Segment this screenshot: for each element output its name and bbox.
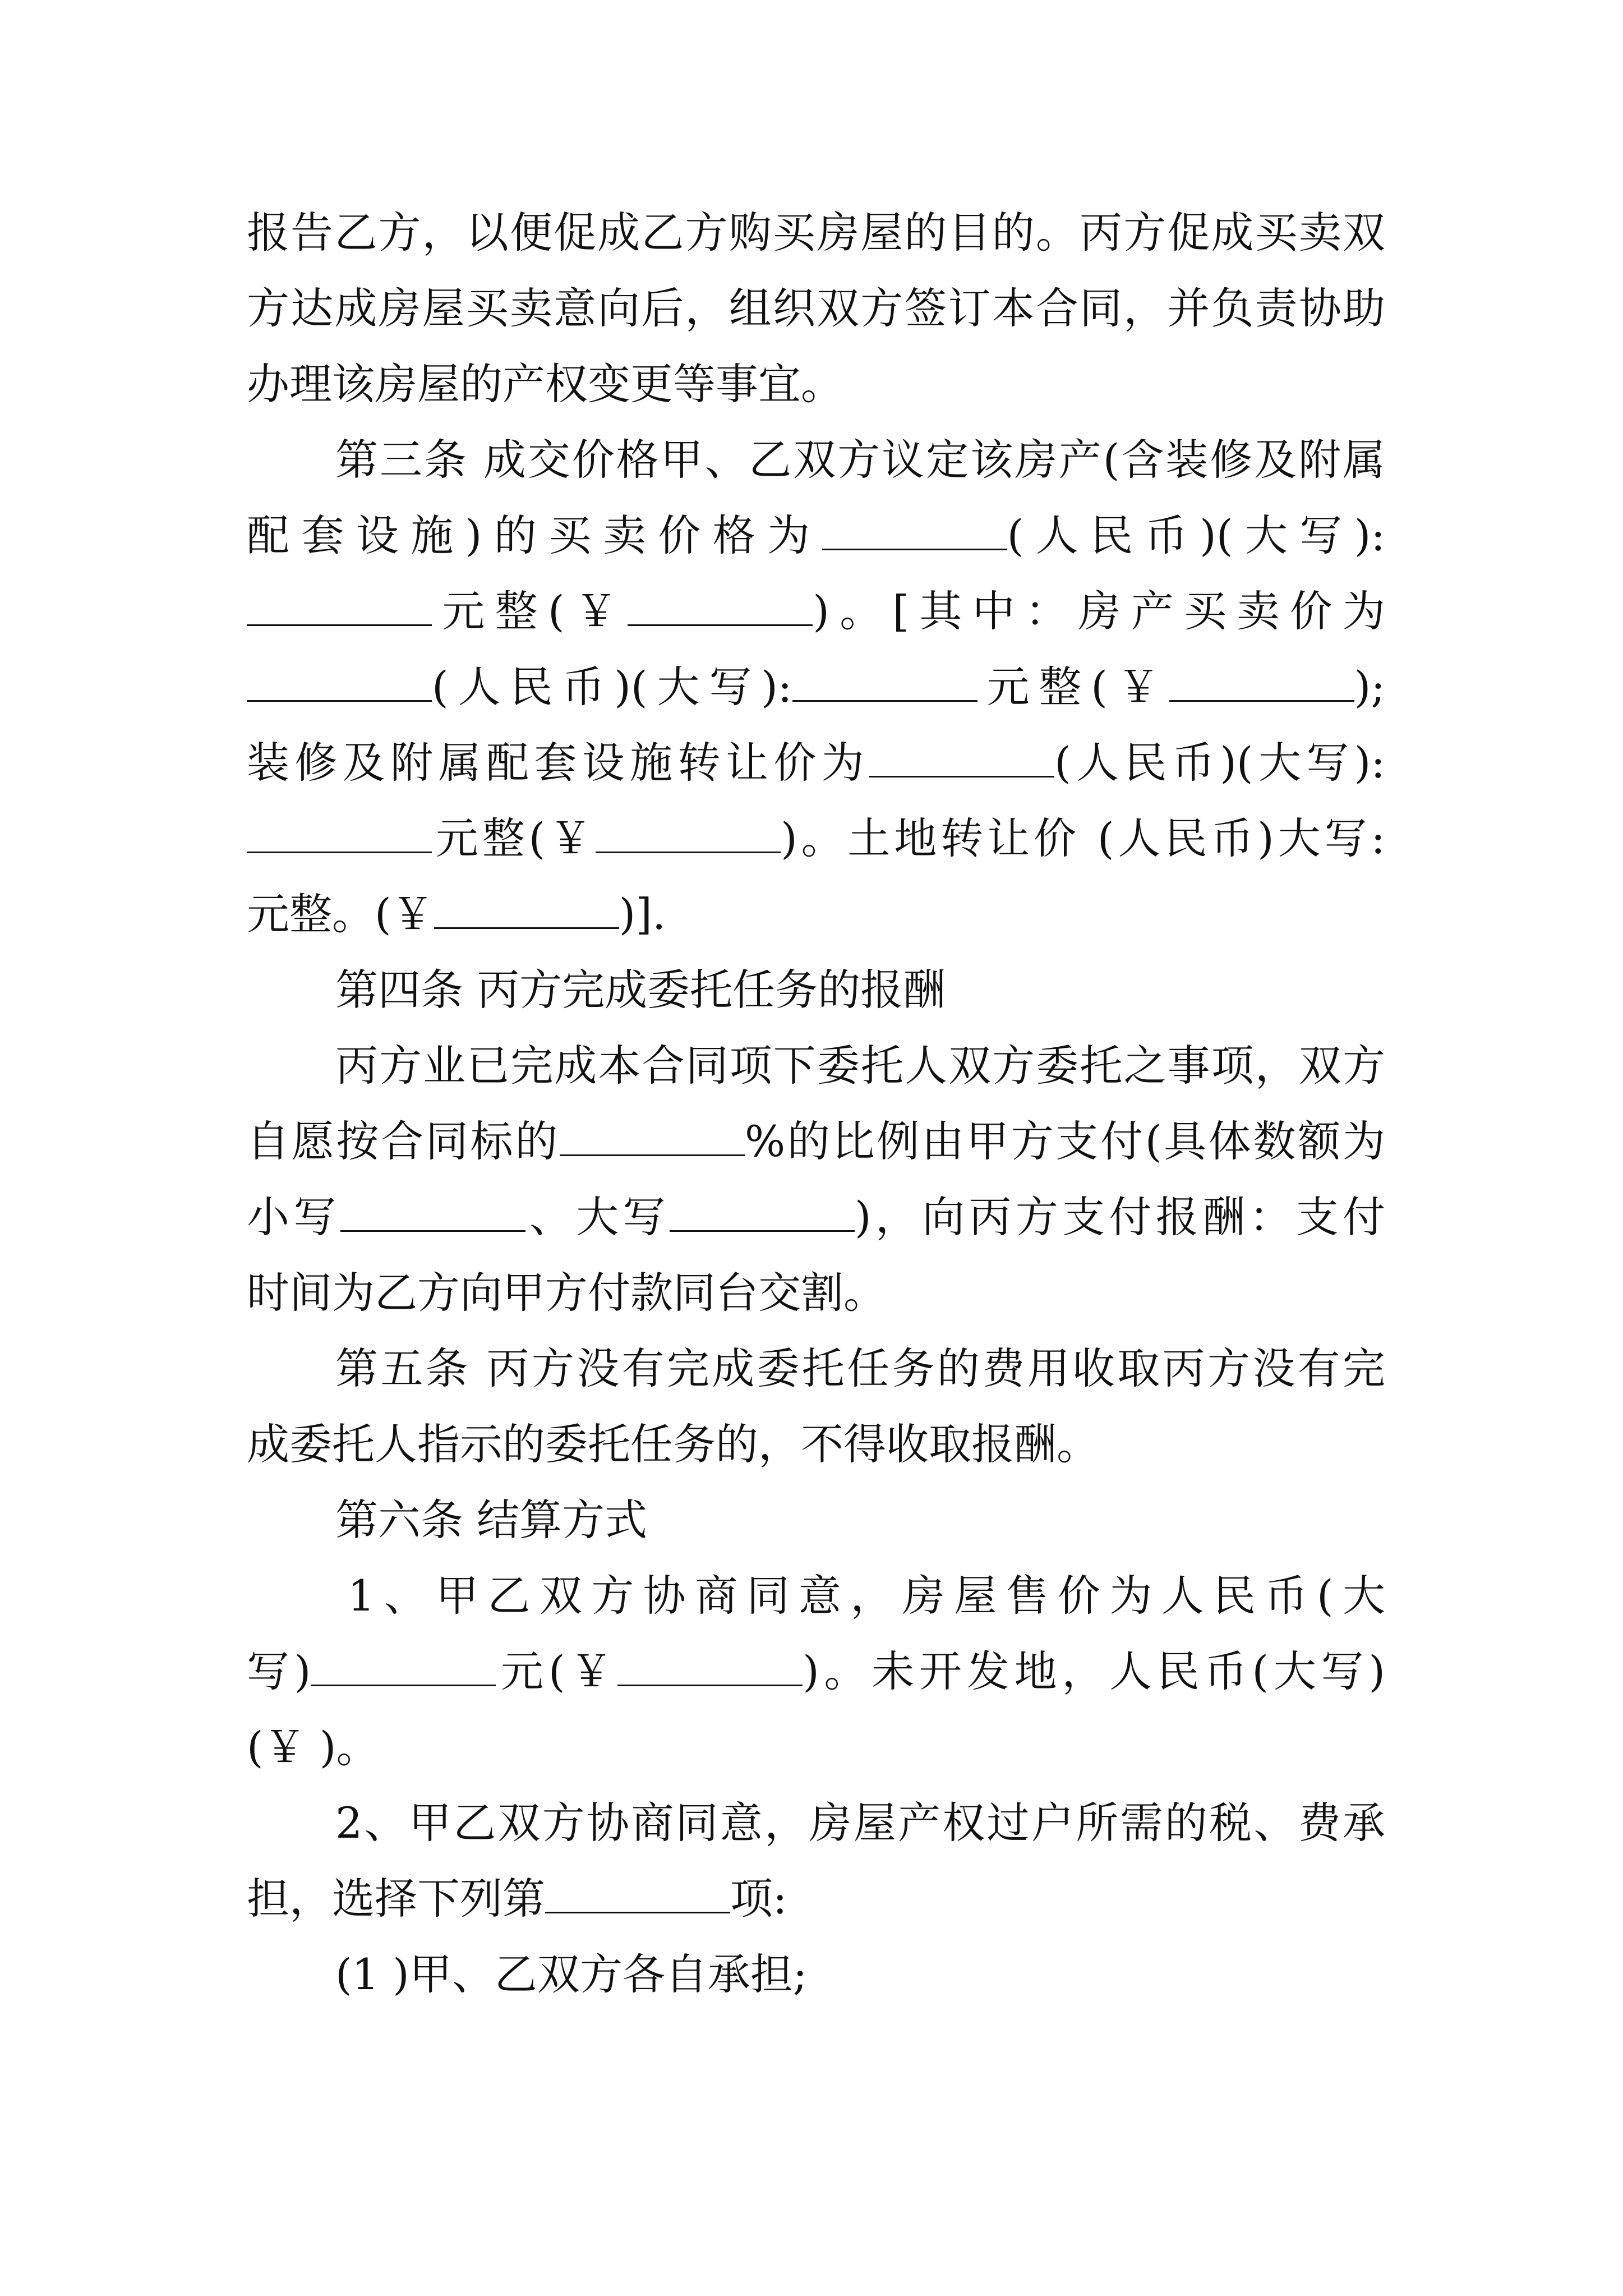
fill-blank: [340, 1195, 525, 1232]
line-text: 元整(￥: [977, 662, 1169, 712]
fill-blank: [247, 817, 432, 853]
fill-blank: [311, 1650, 496, 1686]
line-text: (1 )甲、乙双方各自承担;: [335, 1949, 808, 1999]
line-text: 2、甲乙双方协商同意，房屋产权过户所需的税、费承: [335, 1798, 1385, 1848]
line-text: 办理该房屋的产权变更等事宜。: [247, 359, 843, 409]
paragraph-line: [247, 1871, 1385, 1927]
fill-blank: [869, 741, 1054, 777]
paragraph-line: [247, 1719, 1385, 1775]
fill-blank: [628, 590, 813, 626]
fill-blank: [617, 1650, 803, 1686]
article-6-heading-line: [335, 1492, 1385, 1548]
line-text: 报告乙方，以便促成乙方购买房屋的目的。丙方促成买卖双: [247, 208, 1385, 257]
line-text: 担，选择下列第: [247, 1874, 545, 1924]
paragraph-line: [247, 356, 1385, 412]
fill-blank: [822, 514, 1007, 550]
line-text: 第五条 丙方没有完成委托任务的费用收取丙方没有完: [335, 1343, 1385, 1393]
line-text: 装修及附属配套设施转让价为: [247, 738, 870, 788]
line-text: (￥ )。: [247, 1722, 379, 1772]
line-text: (人民币)(大写):: [1007, 510, 1385, 560]
line-text: 元整。(￥: [247, 889, 434, 939]
line-text: 丙方业已完成本合同项下委托人双方委托之事项，双方: [335, 1041, 1385, 1091]
list-item-line: [335, 1795, 1385, 1851]
line-text: 成委托人指示的委托任务的，不得收取报酬。: [247, 1419, 1099, 1469]
paragraph-line: [247, 508, 1385, 564]
paragraph-line: [335, 1038, 1385, 1094]
fill-blank: [1169, 665, 1354, 702]
fill-blank: [247, 665, 432, 702]
line-text: 写): [247, 1646, 311, 1696]
line-text: 、大写: [525, 1192, 670, 1242]
paragraph-line: [247, 1114, 1385, 1170]
line-text: )。未开发地，人民币(大写): [803, 1646, 1385, 1696]
paragraph-line: [247, 583, 1385, 639]
line-text: )。土地转让价 (人民币)大写:: [781, 813, 1385, 863]
article-3-heading-line: [335, 432, 1385, 488]
line-text: 自愿按合同标的: [247, 1116, 560, 1166]
article-5-heading-line: [335, 1341, 1385, 1397]
fill-blank: [792, 665, 978, 702]
paragraph-line: [247, 1416, 1385, 1473]
paragraph-line: [247, 811, 1385, 867]
line-text: 1、甲乙双方协商同意，房屋售价为人民币(大: [348, 1571, 1385, 1621]
paragraph-line: [247, 1189, 1385, 1245]
line-text: 第六条 结算方式: [335, 1495, 648, 1545]
paragraph-line: [247, 1644, 1385, 1700]
fill-blank: [560, 1120, 745, 1156]
line-text: 元(￥: [496, 1646, 618, 1696]
line-text: 项:: [730, 1874, 787, 1924]
line-text: );: [1354, 662, 1385, 712]
line-text: 小写: [247, 1192, 340, 1242]
article-4-heading-line: [335, 962, 1385, 1018]
line-text: 第三条 成交价格甲、乙双方议定该房产(含装修及附属: [335, 435, 1385, 485]
paragraph-line: [247, 280, 1385, 337]
line-text: 方达成房屋买卖意向后，组织双方签订本合同，并负责协助: [247, 283, 1385, 333]
list-item-line: [335, 1947, 1385, 2003]
fill-blank: [596, 817, 781, 853]
line-text: )，向丙方支付报酬：支付: [854, 1192, 1385, 1242]
list-item-line: [348, 1568, 1385, 1624]
line-text: )].: [619, 889, 666, 939]
paragraph-line: [247, 735, 1385, 791]
line-text: %的比例由甲方支付(具体数额为: [745, 1116, 1385, 1166]
fill-blank: [247, 590, 432, 626]
line-text: (人民币)(大写):: [1054, 738, 1385, 788]
line-text: 时间为乙方向甲方付款同台交割。: [247, 1268, 886, 1318]
fill-blank: [434, 892, 619, 929]
paragraph-line: [247, 1265, 1385, 1321]
line-text: 元整(￥: [432, 586, 628, 636]
line-text: 配套设施)的买卖价格为: [247, 510, 822, 560]
fill-blank: [670, 1195, 855, 1232]
line-text: (人民币)(大写):: [432, 662, 792, 712]
fill-blank: [545, 1877, 730, 1913]
paragraph-line: [247, 205, 1385, 261]
line-text: )。[其中：房产买卖价为: [813, 586, 1385, 636]
paragraph-line: [247, 659, 1385, 715]
paragraph-line: [247, 886, 1385, 942]
line-text: 元整(￥: [432, 813, 596, 863]
line-text: 第四条 丙方完成委托任务的报酬: [335, 965, 946, 1015]
